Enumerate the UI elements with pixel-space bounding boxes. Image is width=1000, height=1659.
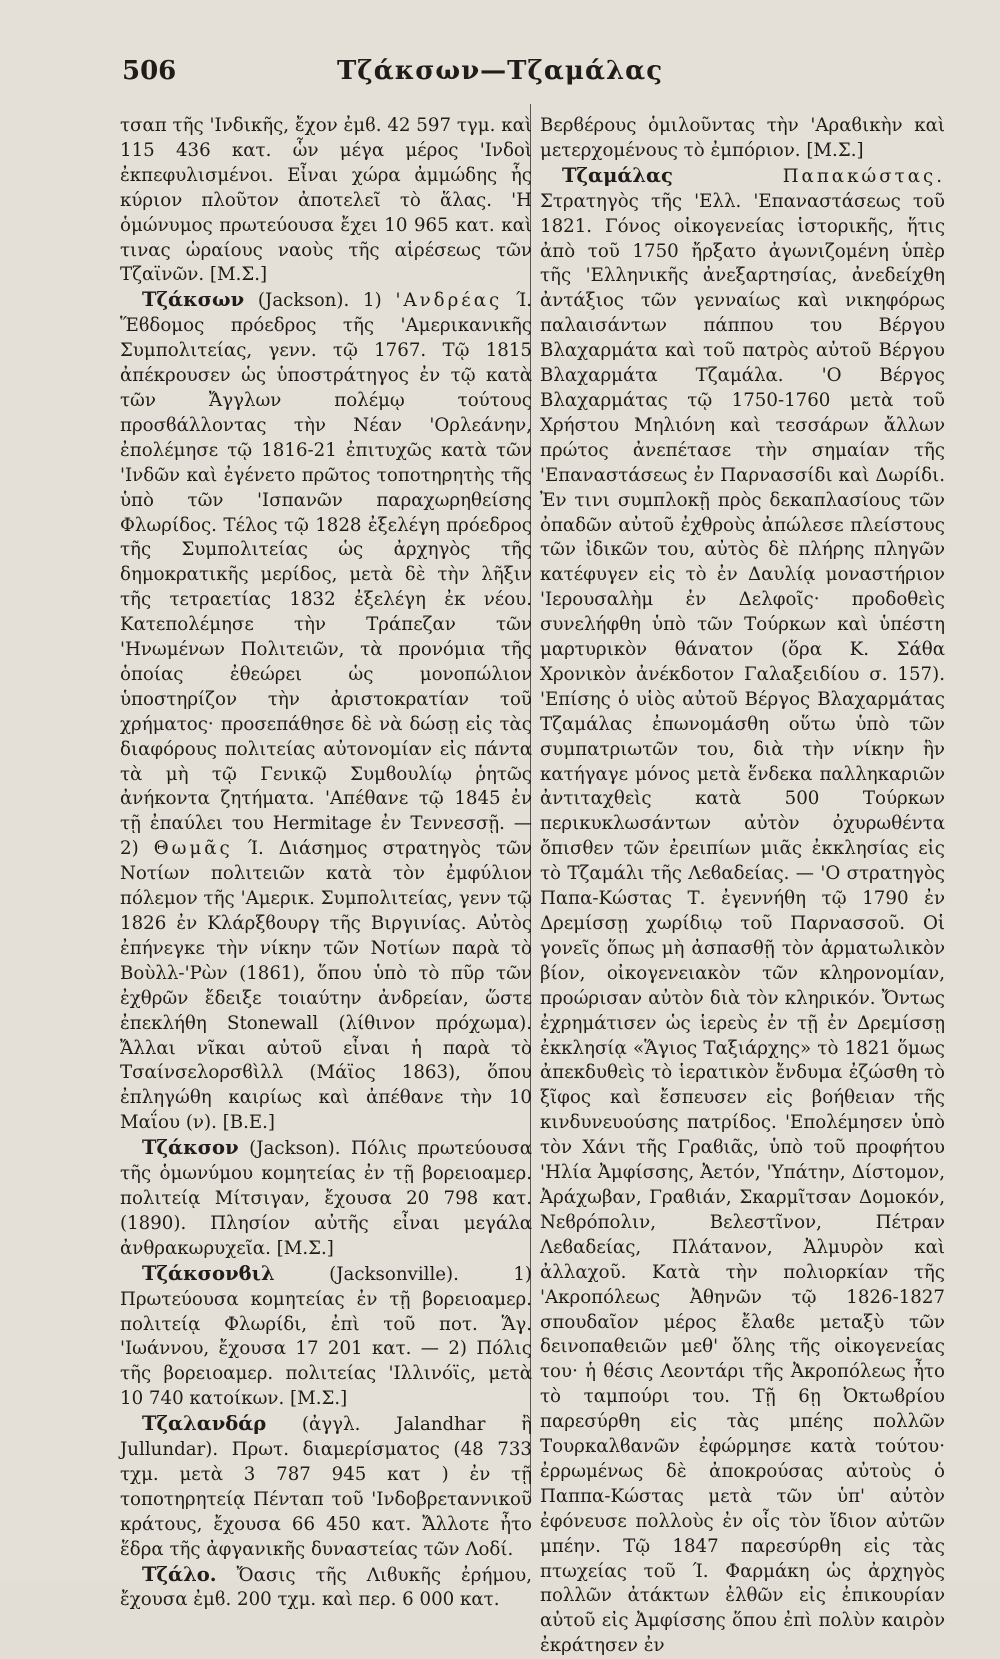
entry-tzamalas: [540, 164, 945, 1659]
entry-subhead: Παπακώστας.: [782, 165, 945, 187]
entry-text: (Jackson). Πόλις πρωτεύουσα τῆς ὁμωνύμου κομητείας ἐν τῇ βορειοαμερ. πολιτείᾳ Μίτσιγαν, ἔχουσα 20 798 κατ. (1890). Πλησίον αὐτῆς εἶναι μεγάλα ἀνθρακωρυχεῖα. [Μ.Σ.]: [120, 1138, 532, 1259]
entry-jalandhar: [120, 1412, 532, 1562]
entry-text: Ί. Διάσημος στρατηγὸς τῶν Νοτίων πολιτειῶν κατὰ τὸν ἐμφύλιον πόλεμον τῆς 'Αμερικ. Συμπολιτείας, γενν τῷ 1826 ἐν Κλάρξϐουργ τῆς Βιργινίας. Αὐτὸς ἐπήνεγκε τὴν νίκην τῶν Νοτίων παρὰ τὸ Βοὺλλ-'Ρὼν (1861), ὅπου ὑπὸ τὸ πῦρ τῶν ἐχθρῶν ἔδειξε τοιαύτην ἀνδρείαν, ὥστε ἐπεκλήθη Stonewall (λίθινον πρόχωμα). Ἄλλαι νῖκαι αὐτοῦ εἶναι ἡ παρὰ τὸ Τσαίνσελορσϐὶλλ (Μάϊος 1863), ὅπου ἐπληγώθη καιρίως καὶ ἀπέθανε τὴν 10 Μαΐου (ν). [Β.Ε.]: [120, 838, 533, 1134]
entry-subhead: Θωμᾶς: [153, 838, 233, 860]
entry-text: Ί. Ἕϐδομος πρόεδρος τῆς 'Αμερικανικῆς Συμπολιτείας, γενν. τῷ 1767. Τῷ 1815 ἀπέκρουσεν ὡς ὑποστράτηγος ἐν τῷ κατὰ τῶν Ἄγγλων πολέμῳ τούτους προσϐάλλοντας τὴν Νέαν 'Ορλεάνην, ἐπολέμησε τῷ 1816-21 ἐπιτυχῶς κατὰ τῶν 'Ινδῶν καὶ ἐγένετο πρῶτος τοποτηρητὴς τῆς ὑπὸ τῶν 'Ισπανῶν παραχωρηθείσης Φλωρίδος. Τέλος τῷ 1828 ἐξελέγη πρόεδρος τῆς Συμπολιτείας ὡς ἀρχηγὸς τῆς δημοκρατικῆς μερίδος, μετὰ δὲ τὴν λῆξιν τῆς τετραετίας 1832 ἐξελέγη ἐκ νέου. Κατεπολέμησε τὴν Τράπεζαν τῶν 'Ηνωμένων Πολιτειῶν, τὰ προνόμια τῆς ὁποίας ἐθεώρει ὡς μονοπώλιον ὑποστηρίζον τὴν ἀριστοκρατίαν τοῦ χρήματος· προσεπάθησε δὲ νὰ δώσῃ εἰς τὰς διαφόρους πολιτείας αὐτονομίαν εἰς πάντα τὰ μὴ τῷ Γενικῷ Συμϐουλίῳ ῥητῶς ἀνήκοντα ζητήματα. 'Απέθανε τῷ 1845 ἐν τῇ ἐπαύλει του Hermitage ἐν Τεννεσσῇ. — 2): [120, 290, 532, 860]
entry-headword: Τζάκσονϐιλ: [142, 1261, 275, 1285]
entry-jackson: [120, 288, 532, 1136]
entry-headword: Τζαλανδάρ: [142, 1412, 267, 1436]
continued-paragraph: τσαπ τῆς 'Ινδικῆς, ἔχον ἐμϐ. 42 597 τγμ. καὶ 115 436 κατ. ὧν μέγα μέρος 'Ινδοὶ ἐκπεφυλισμένοι. Εἶναι χώρα ἀμμώδης ἧς κύριον πλοῦτον ἀποτελεῖ τὸ ἅλας. 'Η ὁμώνυμος πρωτεύουσα ἔχει 10 965 κατ. καὶ τινας ὡραίους ναοὺς τῆς αἱρέσεως τῶν Τζαϊνῶν. [Μ.Σ.]: [120, 115, 532, 286]
entry-text: Ὄασις τῆς Λιϐυκῆς ἐρήμου, ἔχουσα ἐμϐ. 200 τχμ. καὶ περ. 6 000 κατ.: [120, 1564, 532, 1611]
entry-text: Στρατηγὸς τῆς 'Ελλ. 'Επαναστάσεως τοῦ 1821. Γόνος οἰκογενείας ἱστορικῆς, ἥτις ἀπὸ τοῦ 1750 ἤρξατο ἀγωνιζομένη ὑπὲρ τῆς 'Ελληνικῆς ἀνεξαρτησίας, ἀνεδείχθη ἀντάξιος τῶν γενναίως καὶ νικηφόρως παλαισάντων πάππου του Βέργου Βλαχαρμάτα καὶ τοῦ πατρὸς αὐτοῦ Βέργου Βλαχαρμάτα Τζαμάλα. 'Ο Βέργος Βλαχαρμάτας τῷ 1750-1760 μετὰ τοῦ Χρήστου Μηλιόνη καὶ τεσσάρων ἄλλων πρώτος ἀνεπέτασε τὴν σημαίαν τῆς 'Επαναστάσεως ἐν Παρνασσίδι καὶ Δωρίδι. Ἐν τινι συμπλοκῇ πρὸς δεκαπλασίους τῶν ὀπαδῶν αὐτοῦ ἐχθροὺς ἀπώλεσε πλείστους τῶν ἰδικῶν του, αὐτὸς δὲ πλήρης πληγῶν κατέφυγεν εἰς τὸ ἐν Δαυλίᾳ μοναστήριον 'Ιερουσαλὴμ ἐν Δελφοῖς· προδοθεὶς συνελήφθη ὑπὸ τῶν Τούρκων καὶ ὑπέστη μαρτυρικὸν θάνατον (ὅρα Κ. Σάθα Χρονικὸν ἀνέκδοτον Γαλαξειδίου σ. 157). 'Επίσης ὁ υἱὸς αὐτοῦ Βέργος Βλαχαρμάτας Τζαμάλας ἐπωνομάσθη οὕτω ὑπὸ τῶν συμπατριωτῶν του, διὰ τὴν νίκην ἣν κατήγαγε μόνος μετὰ ἕνδεκα παλληκαριῶν ἀντιταχθεὶς κατὰ 500 Τούρκων περικυκλωσάντων αὐτὸν ὀχυρωθέντα ὄπισθεν τῶν ἐρειπίων μιᾶς ἐκκλησίας εἰς τὸ Τζαμάλι τῆς Λεϐαδείας. — 'Ο στρατηγὸς Παπα-Κώστας Τ. ἐγεννήθη τῷ 1790 ἐν Δρεμίσσῃ χωρίδιῳ τοῦ Παρνασσοῦ. Οἱ γονεῖς ὅπως μὴ ἀσπασθῇ τὸν ἁρματωλικὸν βίον, οἰκογενειακὸν τῶν κληρονομίαν, προώρισαν αὐτὸν διὰ τὸν κληρικόν. Ὄντως ἐχρημάτισεν ὡς ἱερεὺς ἐν τῇ ἐν Δρεμίσσῃ ἐκκλησίᾳ «Ἅγιος Ταξιάρχης» τὸ 1821 ὅμως ἀπεκδυθεὶς τὸ ἱερατικὸν ἔνδυμα ἐζώσθη τὸ ξῖφος καὶ ἔσπευσεν εἰς βοήθειαν τῆς κινδυνευούσης πατρίδος. 'Επολέμησεν ὑπὸ τὸν Χάνι τῆς Γραϐιᾶς, ὑπὸ τοῦ προφήτου 'Ηλία Ἀμφίσσης, Ἀετόν, 'Υπάτην, Δίστομον, Ἀράχωβαν, Γραϐιάν, Σκαρμῖτσαν Δομοκόν, Νεϐρόπολιν, Βελεστῖνον, Πέτραν Λεϐαδείας, Πλάτανον, Ἀλμυρὸν καὶ ἀλλαχοῦ. Κατὰ τὴν πολιορκίαν τῆς 'Ακροπόλεως Ἀθηνῶν τῷ 1826-1827 σπουδαῖον μέρος ἔλαϐε μεταξὺ τῶν δεινοπαθειῶν μεθ' ὅλης τῆς οἰκογενείας του· ἡ θέσις Λεοντάρι τῆς Ἀκροπόλεως ἦτο τὸ ταμπούρι του. Τῇ 6ῃ Ὀκτωϐρίου παρεσύρθη εἰς τὰς μπέης πολλῶν Τουρκαλϐανῶν ἐφώρμησε κατὰ τούτου· ἐρρωμένως δὲ ἀποκρούσας αὐτοὺς ὁ Παππα-Κώστας μετὰ τῶν ὑπ' αὐτὸν ἐφόνευσε πολλοὺς ἐν οἷς τὸν ἴδιον αὐτῶν μπέην. Τῷ 1847 παρεσύρθη εἰς τὰς πτωχείας τοῦ Ί. Φαρμάκη ὡς ἀρχηγὸς πολλῶν ἀτάκτων ἐλθῶν εἰς ἐπικουρίαν αὐτοῦ εἰς Ἀμφίσσης ὅπου ἐπὶ πολὺν καιρὸν ἐκράτησεν ἐν: [540, 190, 945, 1657]
continued-paragraph: Βερϐέρους ὁμιλοῦντας τὴν 'Αραϐικὴν καὶ μετερχομένους τὸ ἐμπόριον. [Μ.Σ.]: [540, 115, 945, 161]
entry-text: (Jacksonville). 1) Πρωτεύουσα κομητείας ἐν τῇ βορειοαμερ. πολιτείᾳ Φλωρίδι, ἐπὶ τοῦ ποτ. Ἅγ. 'Ιωάννου, ἔχουσα 17 201 κατ. — 2) Πόλις τῆς βορειοαμερ. πολιτείας 'Ιλλινόϊς, μετὰ 10 740 κατοίκων. [Μ.Σ.]: [120, 1263, 532, 1410]
entry-jalo: [120, 1563, 532, 1614]
page-number: 506: [122, 56, 177, 86]
running-head: Τζάκσων—Τζαμάλας: [336, 56, 664, 86]
entry-text: (ἀγγλ. Jalandhar ἢ Jullundar). Πρωτ. διαμερίσματος (48 733 τχμ. μετὰ 3 787 945 κατ ) ἐν τῇ τοποτηρητείᾳ Πένταπ τοῦ 'Ινδοβρεταννικοῦ κράτους, ἔχουσα 66 450 κατ. Ἄλλοτε ἦτο ἕδρα τῆς ἀφγανικῆς δυναστείας τῶν Λοδί.: [120, 1414, 532, 1560]
entry-headword: Τζάκσων: [142, 288, 245, 312]
entry-subhead: 'Ανδρέας: [395, 290, 503, 312]
right-column: [540, 114, 945, 1659]
entry-jacksonville: [120, 1262, 532, 1412]
entry-jackson-city: [120, 1136, 532, 1262]
entry-headword: Τζάλο.: [142, 1562, 217, 1586]
entry-text: (Jackson). 1): [244, 290, 396, 312]
entry-headword: Τζάκσον: [142, 1136, 239, 1160]
entry-headword: Τζαμάλας: [562, 163, 673, 187]
left-column: [120, 114, 532, 1613]
